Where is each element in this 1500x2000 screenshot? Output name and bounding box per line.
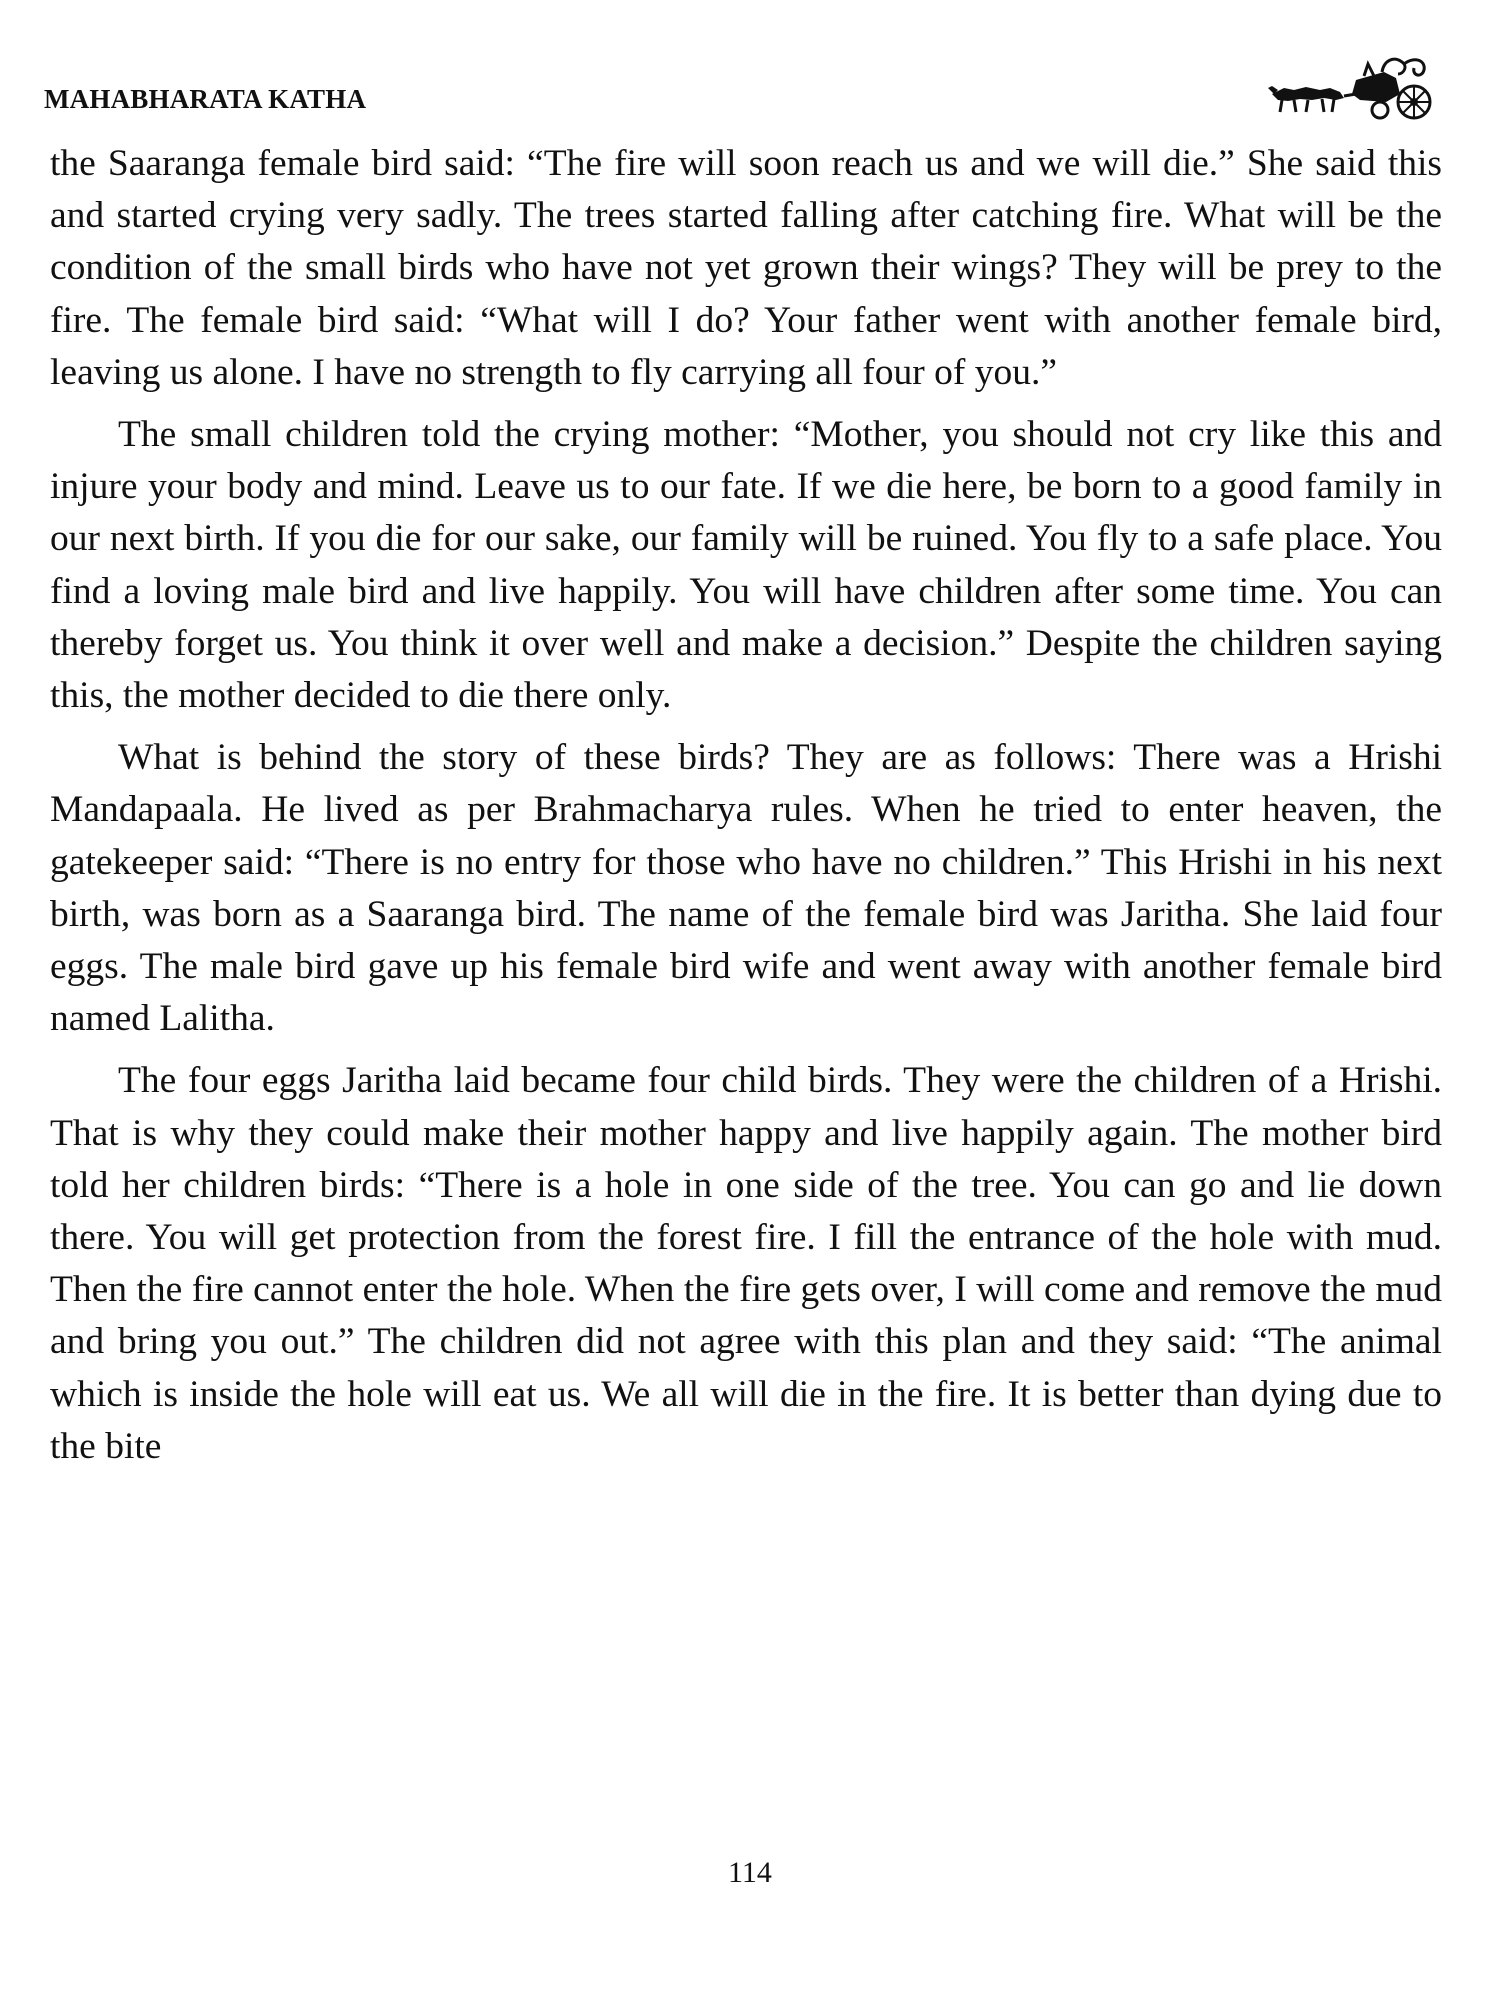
- running-title: MAHABHARATA KATHA: [44, 84, 367, 114]
- page-number: 114: [728, 1856, 772, 1889]
- body-text: [50, 138, 1442, 1483]
- paragraph-1: the Saaranga female bird said: “The fire will soon reach us and we will die.” She said this and started crying very sadly. The trees started falling after catching fire. What will be the condition of the small birds who have not yet grown their wings? They will be prey to the fire. The female bird said: “What will I do? Your father went with another female bird, leaving us alone. I have no strength to fly carrying all four of you.”: [50, 143, 1442, 393]
- paragraph-3: What is behind the story of these birds? They are as follows: There was a Hrishi Mandapaala. He lived as per Brahmacharya rules. When he tried to enter heaven, the gatekeeper said: “There is no entry for those who have no children.” This Hrishi in his next birth, was born as a Saaranga bird. The name of the female bird was Jaritha. She laid four eggs. The male bird gave up his female bird wife and went away with another female bird named Lalitha.: [50, 737, 1442, 1040]
- page-header: [44, 80, 1444, 140]
- paragraph-2: The small children told the crying mother: “Mother, you should not cry like this and injure your body and mind. Leave us to our fate. If we die here, be born to a good family in our next birth. If you die for our sake, our family will be ruined. You fly to a safe place. You find a loving male bird and live happily. You will have children after some time. You can thereby forget us. You think it over well and make a decision.” Despite the children saying this, the mother decided to die there only.: [50, 414, 1442, 717]
- chariot-icon: [1264, 54, 1444, 126]
- paragraph-4: The four eggs Jaritha laid became four child birds. They were the children of a Hrishi. That is why they could make their mother happy and live happily again. The mother bird told her children birds: “There is a hole in one side of the tree. You can go and lie down there. You will get protection from the forest fire. I fill the entrance of the hole with mud. Then the fire cannot enter the hole. When the fire gets over, I will come and remove the mud and bring you out.” The children did not agree with this plan and they said: “The animal which is inside the hole will eat us. We all will die in the fire. It is better than dying due to the bite: [50, 1060, 1442, 1467]
